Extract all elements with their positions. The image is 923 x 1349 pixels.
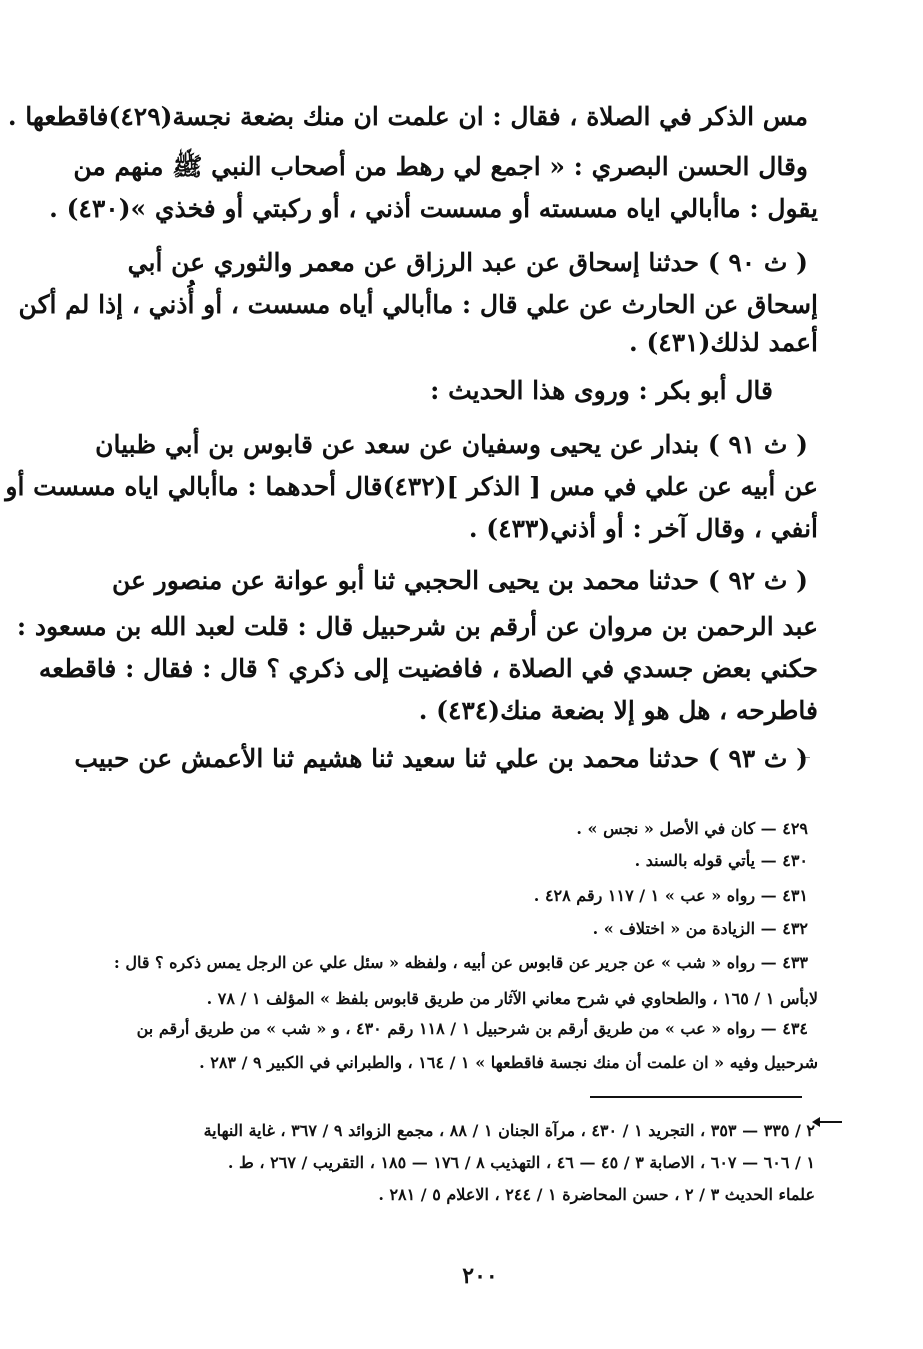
footnote-433-line-2: لابأس ١ / ١٦٥ ، والطحاوي في شرح معاني الآثار من طريق قابوس بلفظ » المؤلف ١ / ٧٨ .	[206, 989, 818, 1008]
footnote-430: ٤٣٠ — يأتي قوله بالسند .	[634, 851, 808, 870]
bio-note-line-1: ٢ / ٣٣٥ — ٣٥٣ ، التجريد ١ / ٤٣٠ ، مرآة الجنان ١ / ٨٨ ، مجمع الزوائد ٩ / ٣٦٧ ، غاية النهاية	[203, 1121, 815, 1140]
main-text-line-1: مس الذكر في الصلاة ، فقال : ان علمت ان منك بضعة نجسة(٤٢٩)فاقطعها .	[7, 102, 808, 131]
footnote-434-line-2: شرحبيل وفيه « ان علمت أن منك نجسة فاقطعها » ١ / ١٦٤ ، والطبراني في الكبير ٩ / ٢٨٣ .	[199, 1053, 818, 1072]
bio-note-line-2: ١ / ٦٠٦ — ٦٠٧ ، الاصابة ٣ / ٤٥ — ٤٦ ، التهذيب ٨ / ١٧٦ — ١٨٥ ، التقريب / ٢٦٧ ، ط .	[227, 1153, 815, 1172]
footnote-divider	[590, 1096, 802, 1098]
main-text-line-11: ( ث ٩٢ ) حدثنا محمد بن يحيى الحجبي ثنا أبو عوانة عن منصور عن	[112, 566, 808, 595]
main-text-line-9: عن أبيه عن علي في مس [ الذكر ](٤٣٢)قال أحدهما : ماأبالي اياه مسست أو	[5, 472, 818, 501]
main-text-line-2: وقال الحسن البصري : « اجمع لي رهط من أصحاب النبي ﷺ منهم من	[73, 152, 808, 181]
main-text-line-10: أنفي ، وقال آخر : أو أذني(٤٣٣) .	[468, 514, 818, 543]
main-text-line-6: أعمد لذلك(٤٣١) .	[629, 328, 818, 357]
main-text-line-14: فاطرحه ، هل هو إلا بضعة منك(٤٣٤) .	[418, 696, 818, 725]
footnote-431: ٤٣١ — رواه « عب » ١ / ١١٧ رقم ٤٢٨ .	[533, 886, 808, 905]
main-text-line-3: يقول : ماأبالي اياه مسسته أو مسست أذني ، أو ركبتي أو فخذي »(٤٣٠) .	[49, 194, 818, 223]
page-number: ٢٠٠	[462, 1263, 498, 1289]
continuation-arrow-icon	[812, 1116, 842, 1128]
main-text-line-4: ( ث ٩٠ ) حدثنا إسحاق عن عبد الرزاق عن معمر والثوري عن أبي	[127, 248, 808, 277]
main-text-line-5: إسحاق عن الحارث عن علي قال : ماأبالي أياه مسست ، أو أُذني ، إذا لم أكن	[18, 290, 818, 319]
footnote-434-line-1: ٤٣٤ — رواه « عب » من طريق أرقم بن شرحبيل ١ / ١١٨ رقم ٤٣٠ ، و « شب » من طريق أرقم بن	[136, 1019, 808, 1038]
main-text-line-8: ( ث ٩١ ) بندار عن يحيى وسفيان عن سعد عن قابوس بن أبي ظبيان	[95, 430, 808, 459]
footnote-429: ٤٢٩ — كان في الأصل « نجس » .	[576, 819, 808, 838]
footnote-433-line-1: ٤٣٣ — رواه « شب » عن جرير عن قابوس عن أبيه ، ولفظه « سئل علي عن الرجل يمس ذكره ؟ قال :	[113, 953, 808, 972]
main-text-line-12: عبد الرحمن بن مروان عن أرقم بن شرحبيل قال : قلت لعبد الله بن مسعود :	[16, 612, 818, 641]
footnote-432: ٤٣٢ — الزيادة من « اختلاف » .	[592, 919, 808, 938]
bio-note-line-3: علماء الحديث ٣ / ٢ ، حسن المحاضرة ١ / ٢٤٤ ، الاعلام ٥ / ٢٨١ .	[378, 1185, 815, 1204]
main-text-line-13: حكني بعض جسدي في الصلاة ، فافضيت إلى ذكري ؟ قال : فقال : فاقطعه	[38, 654, 818, 683]
main-text-line-15: ( ث ٩٣ ) حدثنا محمد بن علي ثنا سعيد ثنا هشيم ثنا الأعمش عن حبيب	[74, 744, 808, 773]
main-text-line-7: قال أبو بكر : وروى هذا الحديث :	[430, 376, 773, 405]
